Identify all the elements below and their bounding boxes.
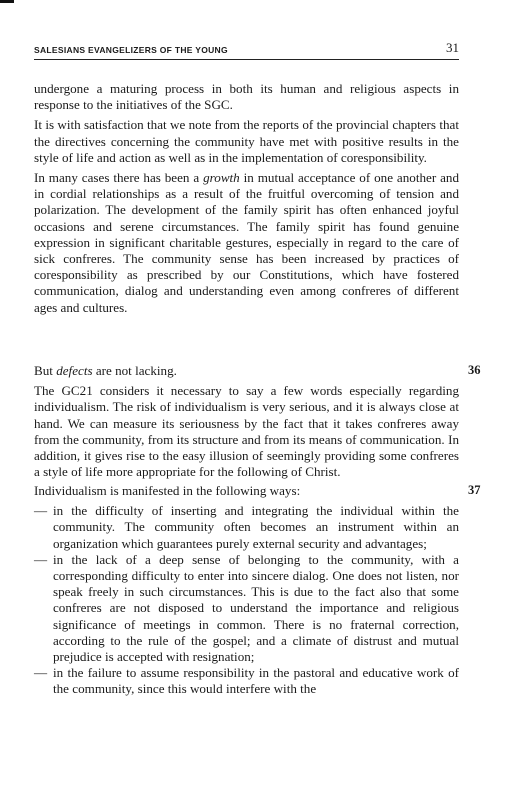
paragraph-satisfaction: It is with satisfaction that we note from the reports of the provincial chapters that the directives concerning the community have met with positive results in the style of life and action as well as in the implementation of coresponsibility. [34, 117, 459, 165]
intro-text [34, 81, 459, 316]
list-item [34, 503, 459, 552]
paragraph-growth [34, 170, 459, 316]
list-item-text: in the lack of a deep sense of belonging to the community, with a corresponding difficulty to enter into sincere dialog. One does not listen, nor speak freely in such circumstances. This is due to the fact also that some confreres are not disposed to understand the importance and religious significance of meetings in common. There is no fraternal correction, according to the rule of the gospel; and a climate of distrust and mutual prejudice is accepted with resignation; [53, 551, 459, 665]
defects-lead [34, 363, 459, 379]
dash-marker: — [34, 665, 48, 681]
page-number: 31 [446, 40, 459, 55]
list-item-text: in the difficulty of inserting and integrating the individual within the community. The community often becomes an instrument within an organization which guarantees purely external security and advantages; [53, 503, 459, 551]
list-item [34, 665, 459, 697]
list-item-text: in the failure to assume responsibility in the pastoral and educative work of the community, since this would interfere with the [53, 665, 459, 697]
running-header [34, 39, 459, 60]
section-37 [34, 483, 459, 698]
section-36 [34, 363, 459, 480]
paragraph-number-37: 37 [468, 483, 481, 497]
dash-marker: — [34, 551, 48, 567]
defects-emphasis: defects [56, 363, 93, 378]
manifestations-list [34, 503, 459, 697]
individualism-paragraph: The GC21 considers it necessary to say a few words especially regarding individualism. The risk of individualism is very serious, and it is always close at hand. We can measure its seriousness by the fact that it takes confreres away from the community, from its structure and from its means of communication. In addition, it gives rise to the easy illusion of seemingly providing some confreres a style of life more appropriate for the following of Christ. [34, 383, 459, 480]
manifestations-lead: Individualism is manifested in the following ways: [34, 483, 301, 498]
paragraph-number-36: 36 [468, 363, 481, 377]
growth-text-start: In many cases there has been a [34, 170, 204, 186]
growth-emphasis: growth [203, 170, 240, 186]
dash-marker: — [34, 503, 48, 519]
defects-lead-end: are not lacking. [92, 363, 177, 378]
paragraph-continuation: undergone a maturing process in both its human and religious aspects in response to the initiatives of the SGC. [34, 81, 459, 113]
running-title: SALESIANS EVANGELIZERS OF THE YOUNG [34, 45, 228, 55]
defects-lead-start: But [34, 363, 57, 378]
list-item [34, 552, 459, 665]
corner-mark [0, 0, 14, 3]
growth-text-rest: in mutual acceptance of one another and in cordial relationships as a result of the fruitful overcoming of tension and polarization. The development of the family spirit has often enhanced joyful occasions and serene circumstances. The family spirit has found genuine expression in significant charitable gestures, especially in regard to the care of sick confreres. The community sense has been increased by practices of coresponsibility as prescribed by our Constitutions, which have fostered communication, dialog and understanding even among confreres of different ages and cultures. [34, 170, 459, 315]
